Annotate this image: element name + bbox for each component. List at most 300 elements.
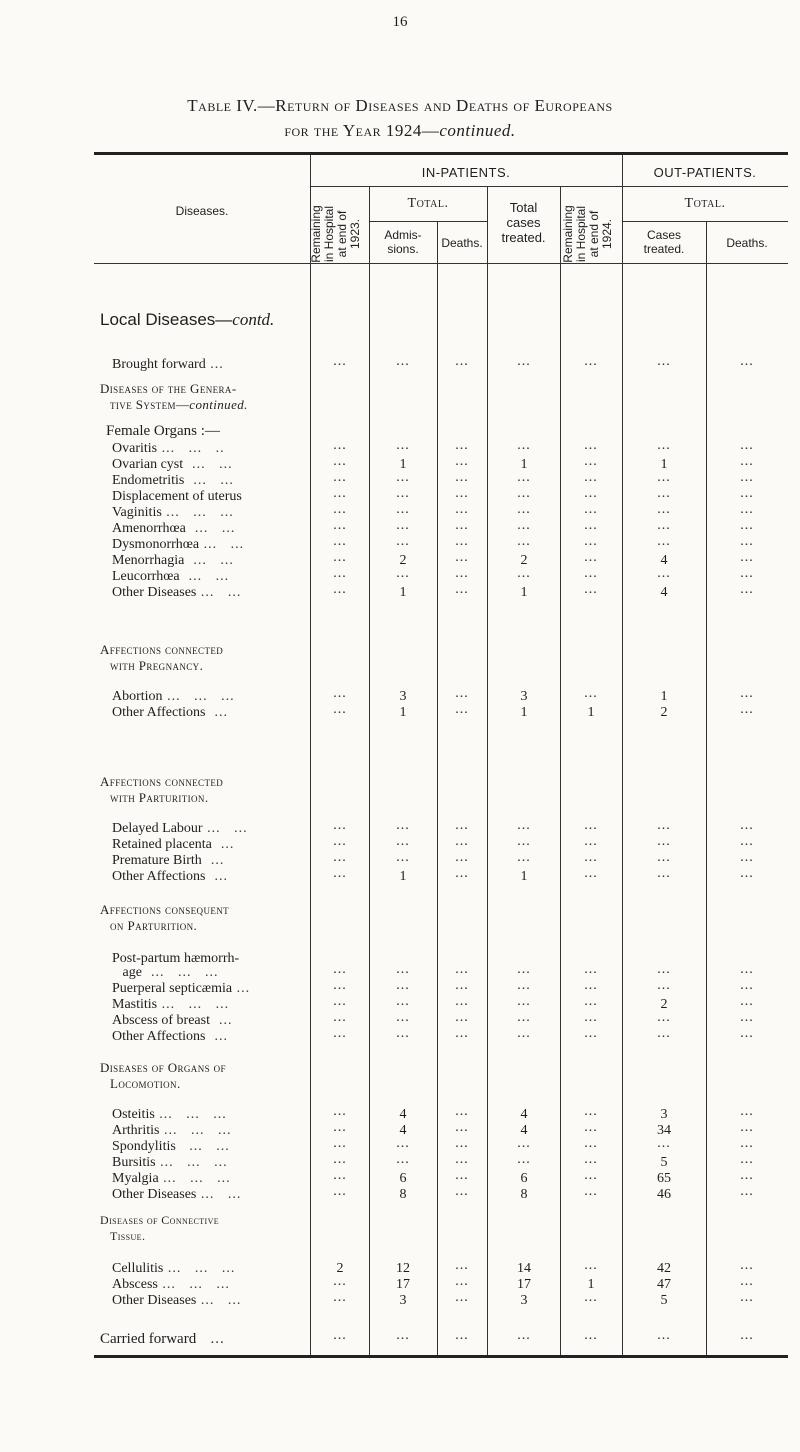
row-label (112, 586, 308, 600)
table-cell: ... (584, 1120, 598, 1135)
remaining-1923-header-line-1: Remaining (309, 205, 323, 263)
table-cell: ... (740, 486, 754, 501)
col-line-3 (437, 221, 438, 1355)
table-cell: ... (455, 454, 469, 469)
header-divider-3 (622, 221, 788, 222)
table-cell: ... (455, 354, 469, 369)
table-cell: ... (455, 850, 469, 865)
table-cell: ... (740, 1328, 754, 1343)
table-cell: 8 (399, 1187, 407, 1202)
table-cell: ... (517, 994, 531, 1009)
female-organs-heading: Female Organs :— (106, 424, 220, 438)
row-label-leader-dots: ... ... (196, 1294, 242, 1308)
header-bottom-rule (94, 263, 788, 264)
table-cell: ... (396, 962, 410, 977)
row-label-text: Menorrhagia (112, 554, 185, 568)
table-cell: ... (584, 962, 598, 977)
row-label-leader-dots: ... ... ... (155, 1156, 228, 1170)
table-cell: ... (517, 566, 531, 581)
row-label (112, 706, 308, 720)
row-label (112, 966, 308, 980)
remaining-1923-header-line-4: 1923. (348, 218, 362, 250)
row-label-leader-dots: ... ... ... (158, 1172, 231, 1186)
table-cell: ... (455, 534, 469, 549)
local-diseases-heading (100, 310, 274, 330)
cases-treated-header (622, 228, 706, 256)
total-cases-header-line-2: cases (506, 215, 541, 230)
row-label-text: Carried forward (100, 1332, 197, 1346)
remaining-1924-header-line-2: in Hospital (574, 205, 588, 263)
table-cell: ... (455, 962, 469, 977)
top-rule (94, 152, 788, 155)
table-cell: ... (455, 518, 469, 533)
connective-heading (100, 1212, 219, 1244)
row-label-text: Other Affections (112, 706, 206, 720)
row-label-text: Dysmonorrhœa (112, 538, 200, 552)
row-label-text: Delayed Labour (112, 822, 203, 836)
table-cell: ... (740, 1010, 754, 1025)
table-cell: ... (333, 702, 347, 717)
table-cell: 4 (660, 553, 668, 568)
row-label (112, 1172, 308, 1186)
row-label-leader-dots: ... ... (175, 1140, 230, 1154)
genitive-heading-line-1: Diseases of the Genera- (100, 381, 237, 396)
table-cell: 17 (396, 1277, 410, 1292)
table-cell: ... (584, 1152, 598, 1167)
table-cell: ... (584, 834, 598, 849)
title-line-2-prefix: for the Year 1924— (284, 121, 440, 140)
table-cell: ... (333, 1274, 347, 1289)
table-cell: ... (740, 962, 754, 977)
table-cell: ... (455, 1010, 469, 1025)
table-cell: ... (455, 1258, 469, 1273)
admissions-header-line-1: Admis- (384, 228, 422, 242)
table-cell: ... (657, 470, 671, 485)
table-cell: ... (740, 1168, 754, 1183)
table-title (0, 93, 800, 143)
table-cell: ... (396, 834, 410, 849)
table-cell: ... (396, 518, 410, 533)
table-cell: 1 (520, 457, 528, 472)
cases-treated-header-line-2: treated. (643, 242, 685, 256)
genitive-system-heading (100, 381, 248, 413)
col-line-5 (560, 186, 561, 1355)
table-cell: ... (584, 1136, 598, 1151)
table-cell: ... (740, 566, 754, 581)
total-cases-header-line-3: treated. (501, 230, 546, 245)
table-cell: ... (584, 534, 598, 549)
row-label-text: Abscess of breast (112, 1014, 210, 1028)
table-cell: ... (517, 354, 531, 369)
table-cell: ... (333, 1184, 347, 1199)
table-cell: ... (396, 566, 410, 581)
remaining-1924-header-line-1: Remaining (561, 205, 575, 263)
table-cell: ... (584, 470, 598, 485)
table-cell: ... (740, 702, 754, 717)
row-label (112, 1124, 308, 1138)
row-label (112, 1030, 308, 1044)
table-cell: ... (517, 518, 531, 533)
row-label (112, 1188, 308, 1202)
table-cell: ... (740, 354, 754, 369)
admissions-header (369, 228, 437, 256)
table-cell: ... (517, 1328, 531, 1343)
row-label-text: Ovarian cyst (112, 458, 184, 472)
row-label (112, 506, 308, 520)
row-label-text: Abscess (112, 1278, 158, 1292)
table-cell: ... (333, 566, 347, 581)
total-cases-header-line-1: Total (509, 200, 538, 215)
row-label-leader-dots: ... (211, 838, 235, 852)
table-cell: ... (333, 1120, 347, 1135)
row-label-text: Spondylitis (112, 1140, 176, 1154)
table-cell: ... (657, 962, 671, 977)
table-cell: 1 (399, 705, 407, 720)
table-cell: ... (584, 1328, 598, 1343)
col-line-2 (369, 186, 370, 1355)
table-cell: ... (333, 962, 347, 977)
table-cell: ... (333, 582, 347, 597)
table-cell: ... (740, 534, 754, 549)
row-label-text: Leucorrhœa (112, 570, 180, 584)
table-cell: 42 (657, 1261, 671, 1276)
row-label (112, 522, 308, 536)
table-cell: ... (333, 994, 347, 1009)
table-cell: 2 (520, 553, 528, 568)
row-label-leader-dots: ... (205, 1030, 228, 1044)
table-cell: ... (740, 1026, 754, 1041)
table-cell: ... (455, 502, 469, 517)
table-cell: ... (584, 550, 598, 565)
table-cell: ... (740, 818, 754, 833)
row-label (112, 1278, 308, 1292)
table-cell: ... (584, 978, 598, 993)
table-cell: 1 (660, 457, 668, 472)
locomotion-heading (100, 1060, 226, 1092)
table-cell: ... (517, 486, 531, 501)
row-label-leader-dots: ... ... .. (157, 442, 225, 456)
table-cell: ... (584, 454, 598, 469)
table-cell: ... (584, 1290, 598, 1305)
table-cell: ... (657, 502, 671, 517)
parturition-heading-line-1: Affections connected (100, 774, 224, 789)
table-cell: ... (455, 486, 469, 501)
table-cell: ... (333, 1152, 347, 1167)
row-label-text: Other Affections (112, 870, 206, 884)
row-label-text: Other Diseases (112, 1294, 197, 1308)
table-cell: 3 (520, 689, 528, 704)
table-cell: 2 (336, 1261, 344, 1276)
table-cell: 6 (520, 1171, 528, 1186)
table-cell: ... (396, 1328, 410, 1343)
row-label-text: Displacement of uterus (112, 490, 242, 504)
table-cell: ... (657, 834, 671, 849)
diseases-header: Diseases. (175, 204, 229, 218)
table-cell: ... (455, 1168, 469, 1183)
row-label (112, 1108, 308, 1122)
row-label (112, 358, 308, 372)
pregnancy-heading-line-1: Affections connected (100, 642, 224, 657)
table-cell: ... (396, 1152, 410, 1167)
table-cell: ... (584, 1026, 598, 1041)
row-label-text: Brought forward (112, 358, 206, 372)
table-cell: 3 (660, 1107, 668, 1122)
table-cell: ... (333, 850, 347, 865)
table-cell: ... (740, 1258, 754, 1273)
table-cell: ... (584, 1010, 598, 1025)
table-cell: ... (584, 994, 598, 1009)
table-cell: ... (517, 1152, 531, 1167)
out-patients-header: OUT-PATIENTS. (653, 165, 757, 180)
table-cell: ... (333, 1290, 347, 1305)
table-cell: ... (455, 1184, 469, 1199)
table-cell: ... (396, 850, 410, 865)
table-cell: ... (657, 1010, 671, 1025)
row-label-leader-dots: ... ... ... (157, 998, 230, 1012)
table-cell: ... (740, 582, 754, 597)
admissions-header-line-2: sions. (387, 242, 419, 256)
row-label-text: Abortion (112, 690, 163, 704)
remaining-1923-header-line-2: in Hospital (322, 205, 336, 263)
table-cell: ... (584, 502, 598, 517)
genitive-heading-line-2-text: tive System— (110, 397, 190, 412)
table-cell: 1 (520, 705, 528, 720)
row-label-text: Post-partum hæmorrh- (112, 952, 240, 966)
table-cell: 1 (399, 457, 407, 472)
table-cell: ... (333, 454, 347, 469)
locomotion-heading-line-2: Locomotion. (110, 1076, 181, 1091)
table-cell: ... (396, 818, 410, 833)
table-cell: ... (517, 850, 531, 865)
row-label-text: Vaginitis (112, 506, 162, 520)
table-cell: ... (584, 866, 598, 881)
table-cell: ... (657, 978, 671, 993)
table-cell: ... (455, 1152, 469, 1167)
row-label-leader-dots: ... ... (199, 538, 245, 552)
parturition-heading (100, 774, 223, 806)
table-cell: ... (584, 1168, 598, 1183)
table-cell: 5 (660, 1293, 668, 1308)
table-cell: 1 (587, 705, 595, 720)
locomotion-heading-line-1: Diseases of Organs of (100, 1060, 226, 1075)
table-cell: ... (657, 818, 671, 833)
table-cell: ... (396, 354, 410, 369)
table-cell: ... (333, 354, 347, 369)
table-cell: 1 (399, 869, 407, 884)
table-cell: 4 (399, 1107, 407, 1122)
table-cell: 3 (399, 689, 407, 704)
table-cell: ... (740, 1290, 754, 1305)
connective-heading-line-2: Tissue. (110, 1229, 146, 1243)
table-cell: ... (517, 534, 531, 549)
genitive-heading-line-2 (100, 397, 248, 413)
row-label-leader-dots: ... ... (185, 522, 236, 536)
table-cell: ... (740, 1136, 754, 1151)
row-label-leader-dots: ... ... (183, 458, 233, 472)
table-cell: 4 (520, 1107, 528, 1122)
table-cell: 6 (399, 1171, 407, 1186)
table-cell: 14 (517, 1261, 531, 1276)
table-cell: ... (333, 834, 347, 849)
in-patients-header: IN-PATIENTS. (421, 165, 511, 180)
row-label (112, 690, 308, 704)
row-label (112, 1294, 308, 1308)
row-label-text: Bursitis (112, 1156, 156, 1170)
row-label (112, 1156, 308, 1170)
table-cell: ... (455, 1120, 469, 1135)
table-cell: ... (455, 1274, 469, 1289)
row-label-text: Endometritis (112, 474, 185, 488)
table-cell: ... (455, 702, 469, 717)
row-label-leader-dots: ... (232, 982, 251, 996)
table-cell: ... (396, 534, 410, 549)
table-cell: 4 (399, 1123, 407, 1138)
table-cell: ... (333, 1168, 347, 1183)
table-cell: 34 (657, 1123, 671, 1138)
table-cell: ... (584, 518, 598, 533)
table-cell: ... (455, 550, 469, 565)
row-label-text: Cellulitis (112, 1262, 164, 1276)
row-label (112, 554, 308, 568)
row-label-leader-dots: ... ... (196, 1188, 242, 1202)
pregnancy-heading-line-2: with Pregnancy. (110, 658, 204, 673)
row-label (112, 1262, 308, 1276)
table-cell: 2 (660, 705, 668, 720)
table-cell: ... (584, 486, 598, 501)
table-cell: ... (333, 486, 347, 501)
remaining-1923-header (310, 194, 368, 274)
table-cell: 1 (399, 585, 407, 600)
table-cell: ... (455, 1136, 469, 1151)
table-cell: ... (396, 486, 410, 501)
table-cell: ... (584, 1184, 598, 1199)
table-cell: ... (455, 566, 469, 581)
table-cell: ... (740, 518, 754, 533)
row-label (112, 952, 308, 966)
table-cell: ... (455, 582, 469, 597)
row-label (112, 1014, 308, 1028)
row-label-text: Other Diseases (112, 586, 197, 600)
table-cell: ... (333, 818, 347, 833)
row-label (112, 822, 308, 836)
table-cell: 4 (520, 1123, 528, 1138)
header-divider-2 (369, 221, 487, 222)
table-cell: ... (333, 866, 347, 881)
table-cell: ... (740, 686, 754, 701)
title-line-2 (0, 118, 800, 143)
table-cell: ... (657, 486, 671, 501)
consequent-heading (100, 902, 229, 934)
table-cell: ... (740, 1120, 754, 1135)
row-label-leader-dots: ... ... (202, 822, 248, 836)
row-label (112, 982, 308, 996)
table-cell: ... (740, 502, 754, 517)
row-label (112, 442, 308, 456)
row-label-leader-dots: ... (205, 358, 224, 372)
table-cell: ... (455, 834, 469, 849)
parturition-heading-line-2: with Parturition. (110, 790, 209, 805)
table-cell: ... (584, 582, 598, 597)
row-label-leader-dots: ... ... ... (163, 1262, 236, 1276)
table-cell: ... (333, 470, 347, 485)
table-cell: 65 (657, 1171, 671, 1186)
table-cell: ... (396, 1010, 410, 1025)
table-cell: ... (396, 502, 410, 517)
table-cell: ... (396, 470, 410, 485)
table-cell: ... (657, 1136, 671, 1151)
row-label-leader-dots: ... ... ... (161, 506, 234, 520)
table-cell: ... (455, 686, 469, 701)
table-cell: 1 (520, 585, 528, 600)
table-cell: ... (740, 1274, 754, 1289)
remaining-1923-header-line-3: at end of (335, 210, 349, 258)
row-label-text: Arthritis (112, 1124, 160, 1138)
row-label-leader-dots: ... ... ... (154, 1108, 227, 1122)
table-cell: ... (657, 354, 671, 369)
table-cell: ... (740, 1152, 754, 1167)
row-label-text: Osteitis (112, 1108, 155, 1122)
table-cell: ... (333, 1136, 347, 1151)
table-cell: 46 (657, 1187, 671, 1202)
table-cell: ... (333, 502, 347, 517)
row-label-leader-dots: ... ... (179, 570, 230, 584)
row-label (112, 838, 308, 852)
row-label (112, 570, 308, 584)
table-cell: ... (455, 818, 469, 833)
consequent-heading-line-1: Affections consequent (100, 902, 230, 917)
table-cell: ... (333, 438, 347, 453)
row-label-leader-dots: ... ... ... (159, 1124, 232, 1138)
table-cell: ... (740, 1104, 754, 1119)
table-cell: ... (740, 1184, 754, 1199)
row-label-text: age (112, 966, 142, 980)
table-cell: ... (455, 470, 469, 485)
table-cell: ... (657, 534, 671, 549)
row-label (112, 1140, 308, 1154)
table-cell: 2 (660, 997, 668, 1012)
table-cell: ... (455, 1026, 469, 1041)
table-cell: 8 (520, 1187, 528, 1202)
row-label (112, 998, 308, 1012)
title-line-2-suffix: continued. (439, 121, 516, 140)
table-cell: ... (740, 470, 754, 485)
table-cell: 1 (587, 1277, 595, 1292)
table-cell: ... (517, 470, 531, 485)
total-cases-header (487, 200, 560, 245)
table-cell: 5 (660, 1155, 668, 1170)
remaining-1924-header (562, 194, 620, 274)
row-label-text: Other Diseases (112, 1188, 197, 1202)
table-cell: ... (396, 994, 410, 1009)
table-cell: ... (455, 1328, 469, 1343)
table-cell: ... (740, 866, 754, 881)
table-cell: ... (657, 518, 671, 533)
remaining-1924-header-line-4: 1924. (600, 218, 614, 250)
row-label-text: Mastitis (112, 998, 158, 1012)
pregnancy-heading (100, 642, 223, 674)
out-total-header: Total. (684, 196, 726, 211)
table-cell: ... (333, 1328, 347, 1343)
table-cell: ... (517, 1136, 531, 1151)
table-cell: 1 (520, 869, 528, 884)
in-total-header: Total. (407, 196, 449, 211)
row-label-text: Other Affections (112, 1030, 206, 1044)
table-cell: ... (657, 850, 671, 865)
row-label-leader-dots: ... ... (184, 474, 234, 488)
table-cell: ... (740, 454, 754, 469)
cases-treated-header-line-1: Cases (646, 228, 681, 242)
table-cell: ... (333, 1026, 347, 1041)
